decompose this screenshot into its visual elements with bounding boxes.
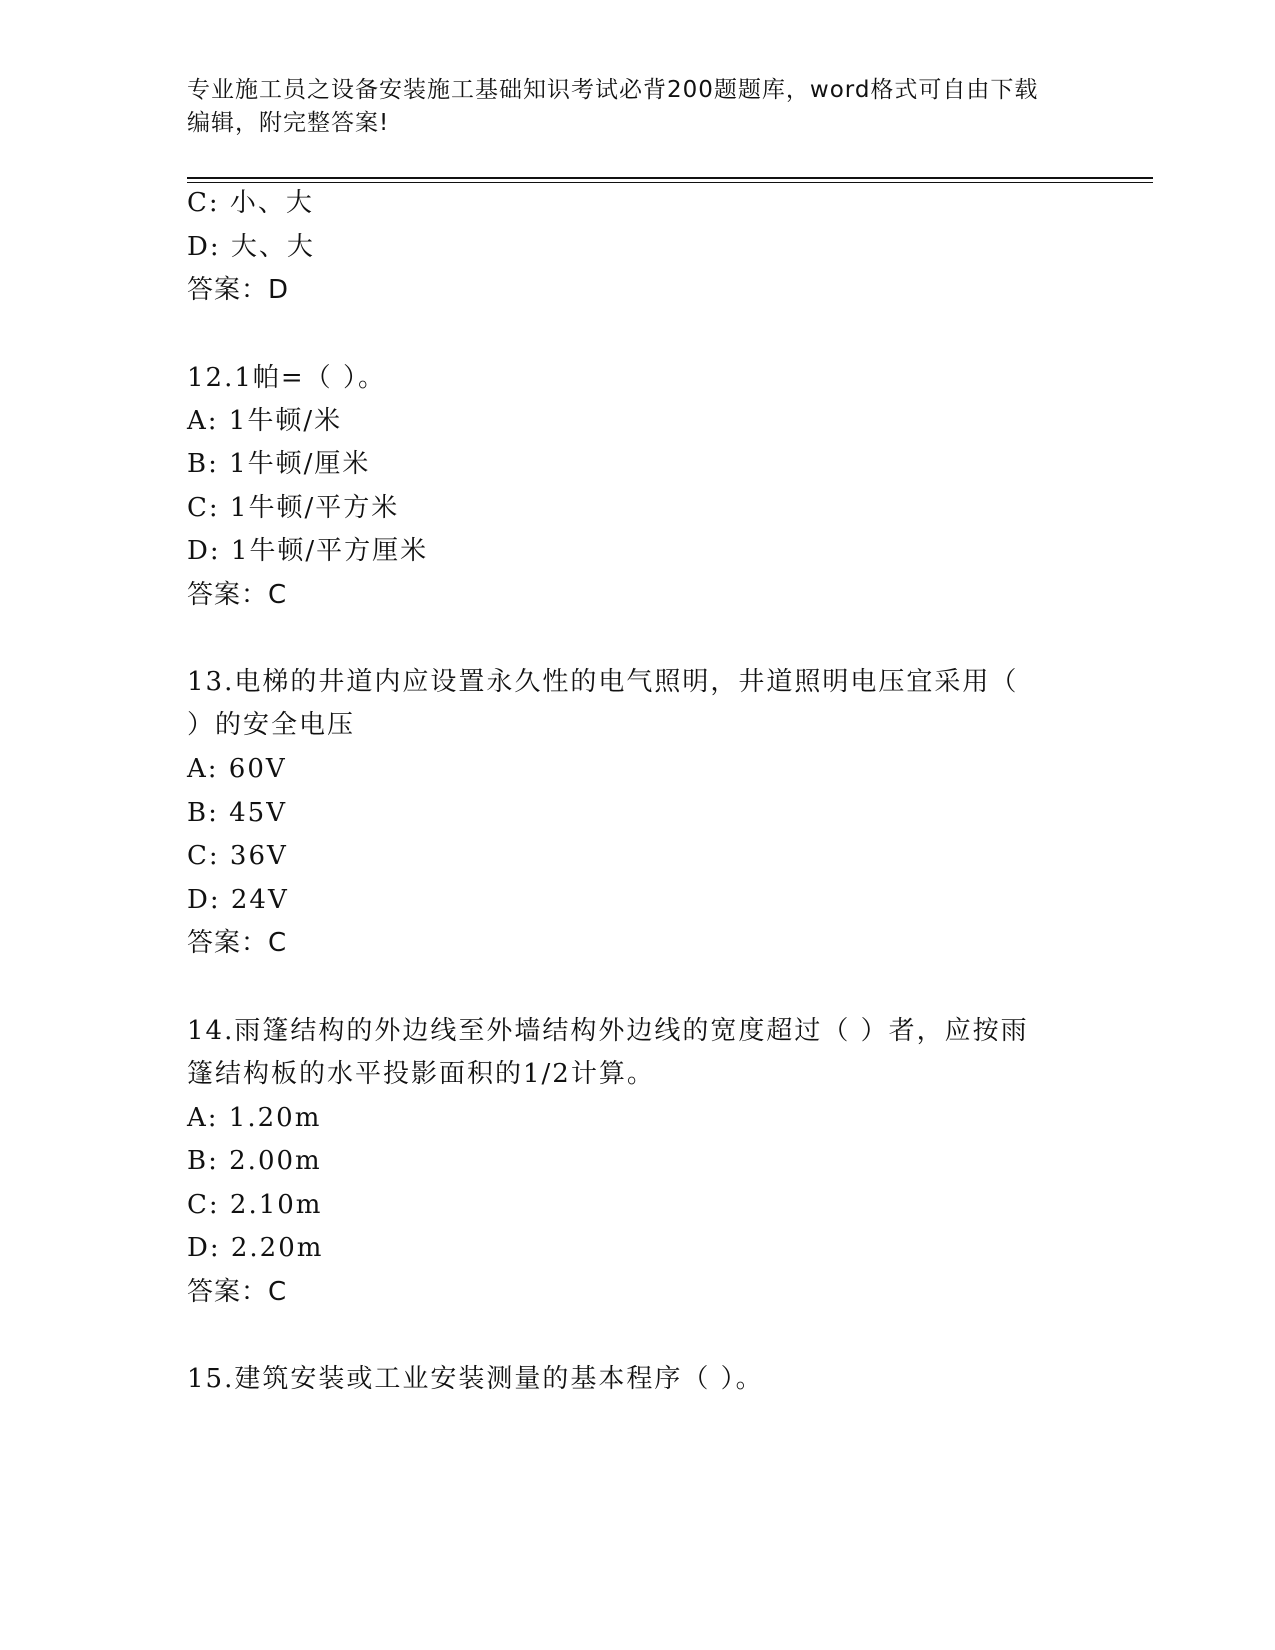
q11-answer: 答案：D (187, 275, 290, 305)
header-line-2: 编辑，附完整答案! (187, 110, 390, 136)
header-line-1: 专业施工员之设备安装施工基础知识考试必背200题题库，word格式可自由下载 (187, 77, 1039, 103)
header-divider-thin (187, 182, 1153, 183)
q14-stem-line-2: 篷结构板的水平投影面积的1/2计算。 (187, 1059, 655, 1089)
q13-answer: 答案：C (187, 928, 288, 958)
document-header (187, 74, 1087, 140)
q14-option-b: B: 2.00m (187, 1146, 322, 1176)
q12-option-c: C: 1牛顿/平方米 (187, 493, 400, 523)
q13-stem-line-2: ）的安全电压 (187, 710, 356, 740)
q11-option-c: C: 小、大 (187, 188, 314, 218)
q13-option-b: B: 45V (187, 798, 287, 828)
q12-option-d: D: 1牛顿/平方厘米 (187, 536, 429, 566)
q13-stem-line-1: 13.电梯的井道内应设置永久性的电气照明，井道照明电压宜采用（ (187, 667, 1019, 697)
q12-stem: 12.1帕=（ ）。 (187, 363, 386, 393)
q12-option-b: B: 1牛顿/厘米 (187, 449, 371, 479)
q11-option-d: D: 大、大 (187, 232, 315, 262)
q12-answer: 答案：C (187, 580, 288, 610)
q13-option-c: C: 36V (187, 841, 288, 871)
q14-option-a: A: 1.20m (187, 1103, 322, 1133)
q14-option-c: C: 2.10m (187, 1190, 323, 1220)
q14-stem-line-1: 14.雨篷结构的外边线至外墙结构外边线的宽度超过（ ）者，应按雨 (187, 1016, 1029, 1046)
q14-answer: 答案：C (187, 1277, 288, 1307)
q15-stem: 15.建筑安装或工业安装测量的基本程序（ ）。 (187, 1364, 764, 1394)
q12-option-a: A: 1牛顿/米 (187, 406, 343, 436)
q13-option-a: A: 60V (187, 754, 287, 784)
header-divider-thick (187, 177, 1153, 179)
q13-option-d: D: 24V (187, 885, 289, 915)
q14-option-d: D: 2.20m (187, 1233, 324, 1263)
